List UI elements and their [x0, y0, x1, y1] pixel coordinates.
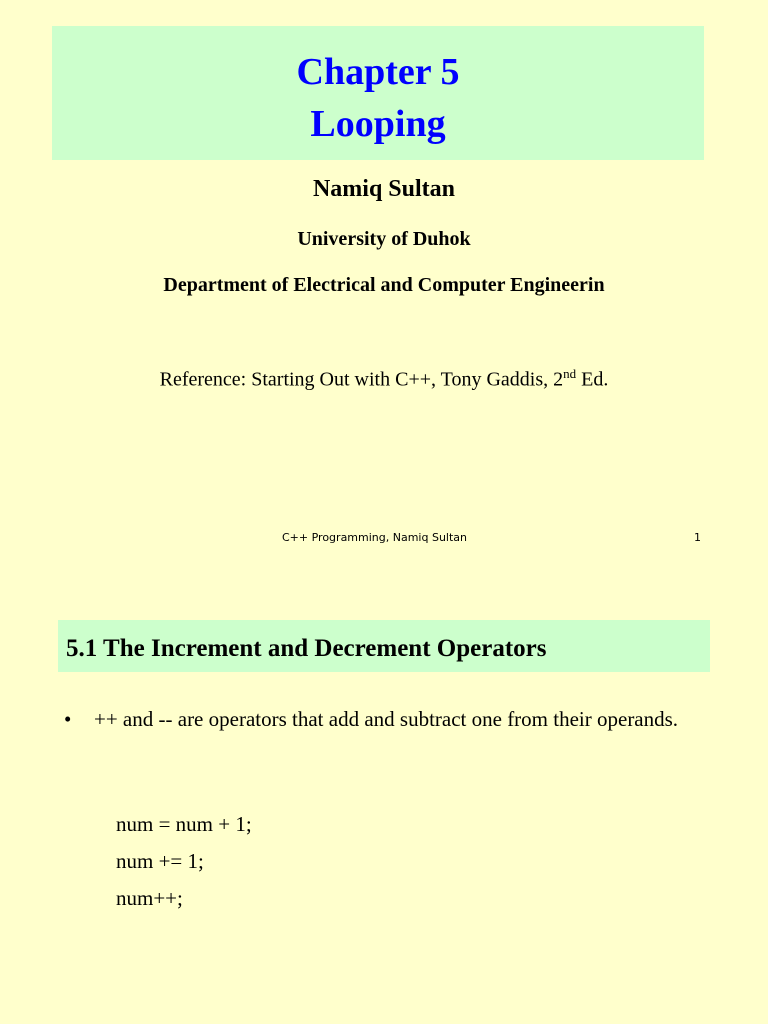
reference-edition: Ed.	[576, 368, 609, 391]
bullet-icon: •	[64, 707, 72, 731]
code-line: num++;	[116, 886, 183, 910]
bullet-text: ++ and -- are operators that add and subtract one from their operands.	[94, 707, 679, 731]
reference-superscript: nd	[563, 366, 577, 381]
chapter-title: Chapter 5	[296, 51, 460, 93]
author-name: Namiq Sultan	[312, 176, 456, 202]
code-line: num += 1;	[116, 849, 204, 873]
title-box	[52, 26, 704, 160]
reference-text: Reference: Starting Out with C++, Tony Gaddis, 2	[159, 368, 564, 391]
code-line: num = num + 1;	[116, 812, 252, 836]
reference-line	[0, 366, 768, 392]
department-name: Department of Electrical and Computer Engineerin	[163, 274, 605, 296]
university-name: University of Duhok	[297, 228, 471, 250]
section-title-box	[58, 620, 710, 672]
section-title: 5.1 The Increment and Decrement Operators	[66, 635, 547, 662]
page-number: 1	[694, 531, 701, 544]
chapter-subtitle: Looping	[310, 103, 446, 145]
slide-footer: C++ Programming, Namiq Sultan	[282, 531, 467, 544]
